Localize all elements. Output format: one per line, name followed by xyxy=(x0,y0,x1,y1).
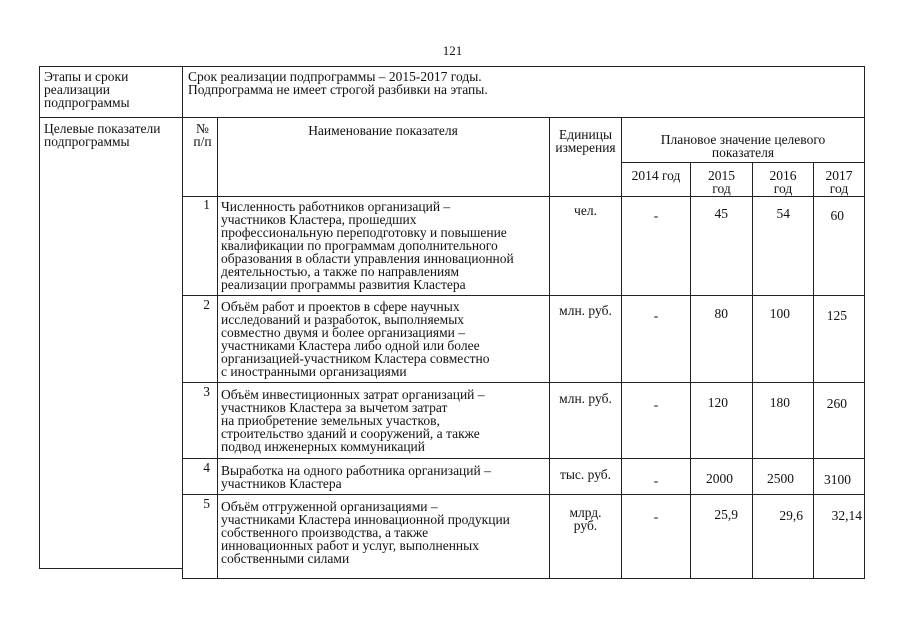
row-value-2015: 120 xyxy=(707,395,728,410)
row-value-2014: - xyxy=(653,208,659,223)
row-value-2015: 45 xyxy=(714,206,728,221)
row-value-2016: 180 xyxy=(769,395,790,410)
header-year-2015: 2015 год xyxy=(708,168,735,196)
row-num: 4 xyxy=(203,460,210,475)
row-unit: тыс. руб. xyxy=(559,467,612,482)
rule-row2-bottom xyxy=(182,382,864,383)
row-value-2017: 260 xyxy=(826,396,847,411)
header-year-2016: 2016 год xyxy=(769,168,797,196)
header-num: № п/п xyxy=(193,121,212,149)
row-value-2017: 125 xyxy=(826,308,847,323)
row-num: 5 xyxy=(203,496,210,511)
row-name: Объём работ и проектов в сфере научных исследований и разработок, выполняемых совместно двумя и более организациями – участниками Кластера либо одной или более организацией-участником Кластера совместно с иностранными организациями xyxy=(221,299,490,379)
stages-text: Срок реализации подпрограммы – 2015-2017 годы. Подпрограмма не имеет строгой разбивки на этапы. xyxy=(188,69,488,97)
header-year-2017: 2017 год xyxy=(825,168,853,196)
indicators-label: Целевые показатели подпрограммы xyxy=(44,121,161,149)
row-value-2014: - xyxy=(653,308,659,323)
row-num: 3 xyxy=(203,384,210,399)
row-value-2015: 2000 xyxy=(706,471,733,486)
header-name: Наименование показателя xyxy=(308,123,458,138)
row-value-2015: 80 xyxy=(714,306,728,321)
rule-header-bottom xyxy=(182,196,864,197)
rule-bottom-left xyxy=(39,568,182,569)
rule-bottom-inner xyxy=(182,578,864,579)
row-value-2017: 3100 xyxy=(824,472,851,487)
row-value-2016: 54 xyxy=(776,206,790,221)
rule-label-sep xyxy=(182,66,183,579)
row-unit: млн. руб. xyxy=(559,391,612,406)
row-value-2017: 32,14 xyxy=(831,508,862,523)
rule-right xyxy=(864,66,865,579)
row-value-2014: - xyxy=(653,509,659,524)
row-name: Объём инвестиционных затрат организаций – участников Кластера за вычетом затрат на приобретение земельных участков, строительство зданий и сооружений, а также подвод инженерных коммуникаций xyxy=(221,387,485,454)
rule-planned-sep xyxy=(621,162,864,163)
rule-stages-bottom xyxy=(39,117,864,118)
row-unit: млн. руб. xyxy=(559,303,612,318)
page-number: 121 xyxy=(442,43,463,58)
row-unit: млрд. руб. xyxy=(569,505,602,533)
row-name: Численность работников организаций – участников Кластера, прошедших профессиональную переподготовку и повышение квалификации по программам дополнительного образования в области управления инновационной деятельностью, а также по направлениям реализации программы развития Кластера xyxy=(221,199,514,292)
rule-row3-bottom xyxy=(182,458,864,459)
stages-label: Этапы и сроки реализации подпрограммы xyxy=(44,69,130,110)
row-value-2016: 29,6 xyxy=(779,508,803,523)
row-value-2016: 100 xyxy=(769,306,790,321)
header-planned: Плановое значение целевого показателя xyxy=(660,132,826,160)
row-value-2014: - xyxy=(653,397,659,412)
row-value-2016: 2500 xyxy=(767,471,794,486)
row-name: Выработка на одного работника организаций – участников Кластера xyxy=(221,463,491,491)
header-year-2014: 2014 год xyxy=(631,168,681,183)
rule-row1-bottom xyxy=(182,295,864,296)
row-unit: чел. xyxy=(574,203,597,218)
row-value-2017: 60 xyxy=(830,208,844,223)
rule-num-sep xyxy=(217,117,218,578)
rule-top xyxy=(39,66,864,67)
header-unit: Единицы измерения xyxy=(555,127,616,155)
rule-left xyxy=(39,66,40,569)
row-num: 1 xyxy=(203,197,210,212)
row-value-2015: 25,9 xyxy=(714,507,738,522)
row-name: Объём отгруженной организациями – участниками Кластера инновационной продукции собственного производства, а также инновационных работ и услуг, выполненных собственными силами xyxy=(221,499,510,566)
row-num: 2 xyxy=(203,297,210,312)
rule-row4-bottom xyxy=(182,494,864,495)
rule-unit-sep xyxy=(621,117,622,578)
row-value-2014: - xyxy=(653,473,659,488)
